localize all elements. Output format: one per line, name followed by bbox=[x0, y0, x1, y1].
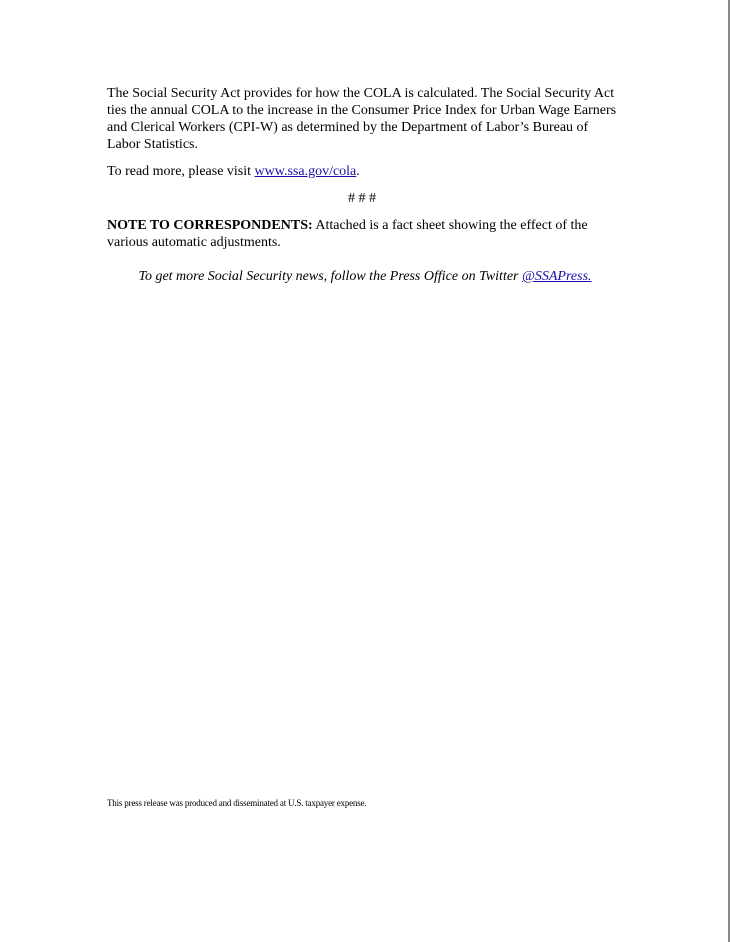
document-body bbox=[107, 85, 617, 285]
section-separator: # # # bbox=[348, 191, 376, 206]
note-to-correspondents-paragraph bbox=[107, 217, 617, 251]
taxpayer-expense-footer: This press release was produced and disseminated at U.S. taxpayer expense. bbox=[107, 798, 367, 808]
read-more-prefix: To read more, please visit bbox=[107, 164, 255, 179]
cola-calculation-paragraph: The Social Security Act provides for how the COLA is calculated. The Social Security Act ties the annual COLA to the increase in the Consumer Price Index for Urban Wage Earners and Clerical Workers (CPI-W) as determined by the Department of Labor’s Bureau of Labor Statistics. bbox=[107, 86, 617, 152]
twitter-follow-text: To get more Social Security news, follow the Press Office on Twitter bbox=[138, 269, 522, 284]
ssa-cola-link[interactable]: www.ssa.gov/cola bbox=[254, 164, 357, 179]
ssa-press-twitter-link[interactable]: @SSAPress. bbox=[522, 269, 592, 284]
note-label: NOTE TO CORRESPONDENTS: bbox=[107, 218, 313, 233]
twitter-follow-line bbox=[107, 268, 617, 285]
note-text: Attached is a fact sheet showing the effect of the various automatic adjustments. bbox=[107, 218, 588, 250]
read-more-paragraph bbox=[107, 163, 617, 180]
read-more-suffix: . bbox=[356, 164, 360, 179]
